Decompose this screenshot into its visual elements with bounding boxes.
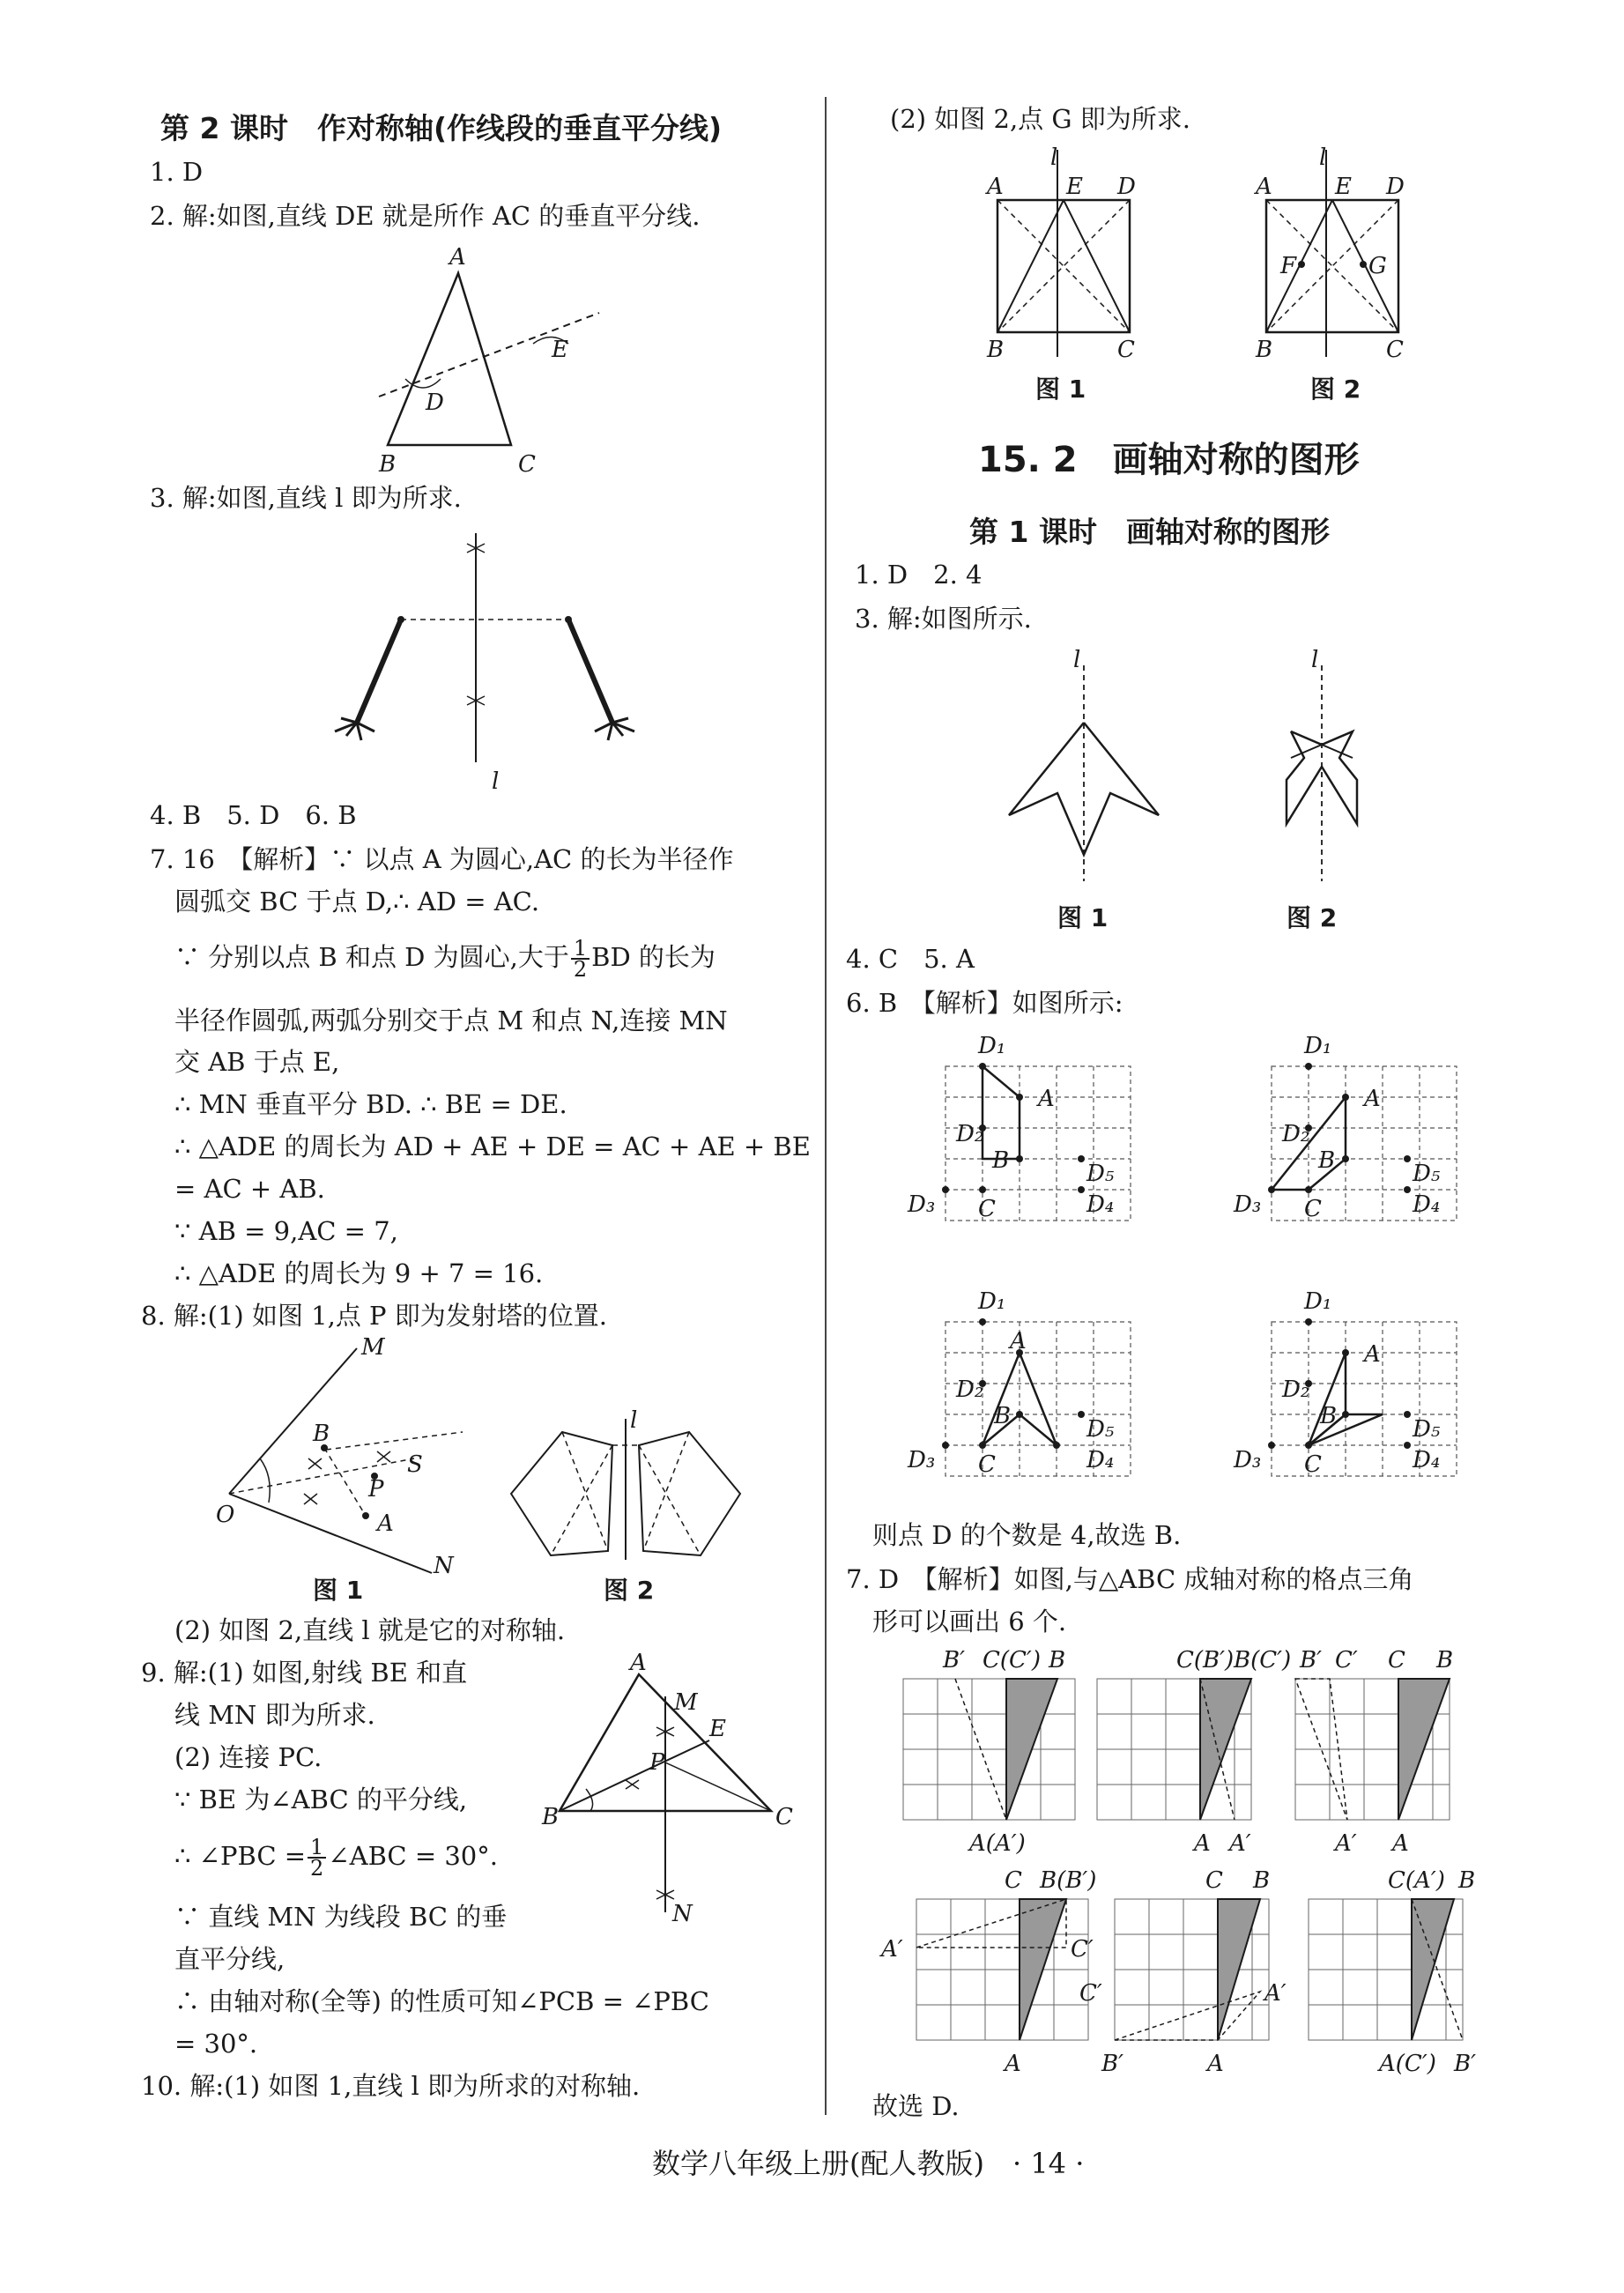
svg-text:G: G — [1368, 253, 1387, 279]
answer-line: (2) 连接 PC. — [174, 1742, 323, 1772]
answer-line: ∴ 由轴对称(全等) 的性质可知∠PCB = ∠PBC — [174, 1986, 709, 2016]
fraction — [308, 1835, 326, 1881]
fraction — [571, 936, 590, 982]
svg-text:B: B — [542, 1804, 560, 1830]
svg-text:C′: C′ — [1071, 1936, 1094, 1963]
answer-line-fraction — [174, 936, 716, 982]
svg-text:l: l — [1050, 145, 1058, 171]
svg-text:D: D — [1386, 174, 1405, 200]
svg-text:C: C — [1388, 1647, 1405, 1673]
two-branches-axis-figure — [317, 524, 687, 798]
svg-text:D₂: D₂ — [956, 1121, 984, 1147]
lesson-heading-left: 第 2 课时 作对称轴(作线段的垂直平分线) — [160, 111, 723, 145]
arrow-symmetric-figure-2 — [1251, 648, 1427, 886]
svg-text:D: D — [1117, 174, 1136, 200]
svg-text:F: F — [1280, 253, 1297, 279]
answer-line: 则点 D 的个数是 4,故选 B. — [872, 1520, 1182, 1550]
figure-caption: 图 2 — [1287, 903, 1338, 932]
svg-text:D₃: D₃ — [1234, 1447, 1262, 1473]
answer-line: 线 MN 即为所求. — [174, 1700, 375, 1730]
triangle-perpendicular-bisector-figure — [352, 244, 634, 478]
page-footer: 数学八年级上册(配人教版) · 14 · — [652, 2147, 1085, 2180]
svg-text:C: C — [1205, 1867, 1223, 1894]
answer-line-fraction — [174, 1835, 498, 1881]
answer-line: ∵ BE 为∠ABC 的平分线, — [174, 1785, 468, 1814]
svg-text:E: E — [552, 337, 568, 363]
answer-line: ∵ AB = 9,AC = 7, — [174, 1216, 398, 1246]
svg-text:B: B — [313, 1421, 330, 1447]
svg-text:B: B — [1320, 1403, 1338, 1429]
svg-text:B′: B′ — [1101, 2051, 1124, 2077]
answer-line: 形可以画出 6 个. — [872, 1607, 1067, 1636]
svg-text:B: B — [994, 1403, 1012, 1429]
svg-text:l: l — [492, 768, 500, 795]
svg-text:C: C — [1386, 337, 1404, 363]
svg-text:B: B — [1318, 1147, 1336, 1174]
answer-line: 4. C 5. A — [846, 944, 975, 974]
fraction-denominator: 2 — [310, 1856, 324, 1881]
svg-text:M: M — [674, 1689, 698, 1716]
answer-line: 8. 解:(1) 如图 1,点 P 即为发射塔的位置. — [141, 1301, 608, 1331]
fraction-prefix: ∵ 分别以点 B 和点 D 为圆心,大于 — [174, 942, 569, 972]
axis-triangle-figure-5 — [1079, 1867, 1304, 2080]
answer-line: 7. 16 【解析】∵ 以点 A 为圆心,AC 的长为半径作 — [150, 844, 734, 874]
figure-caption: 图 1 — [1057, 903, 1109, 932]
grid-points-figure-3 — [906, 1282, 1144, 1503]
svg-text:B: B — [987, 337, 1005, 363]
angle-tower-figure — [211, 1335, 502, 1577]
axis-triangle-figure-1 — [899, 1648, 1084, 1859]
svg-text:P: P — [368, 1476, 384, 1503]
svg-text:D₃: D₃ — [1234, 1191, 1262, 1218]
svg-text:D₅: D₅ — [1086, 1416, 1115, 1443]
lesson-heading-right: 第 1 课时 画轴对称的图形 — [969, 515, 1330, 549]
fraction-numerator: 1 — [571, 939, 590, 960]
square-axis-figure-2 — [1247, 145, 1423, 370]
answer-line: 3. 解:如图,直线 l 即为所求. — [150, 483, 462, 513]
svg-text:D₄: D₄ — [1413, 1191, 1441, 1218]
answer-line: 6. B 【解析】如图所示: — [846, 988, 1123, 1018]
svg-text:B′: B′ — [1454, 2051, 1477, 2077]
svg-text:A(A′): A(A′) — [969, 1830, 1026, 1857]
grid-points-figure-1 — [906, 1027, 1144, 1247]
answer-line: (2) 如图 2,直线 l 就是它的对称轴. — [174, 1615, 566, 1645]
svg-text:D₄: D₄ — [1086, 1191, 1115, 1218]
svg-text:A: A — [1010, 1328, 1027, 1354]
svg-text:A: A — [630, 1650, 647, 1676]
svg-text:A′: A′ — [1264, 1980, 1287, 2007]
svg-text:D₅: D₅ — [1413, 1161, 1441, 1187]
arrow-symmetric-figure-1 — [1005, 648, 1181, 886]
answer-line: = AC + AB. — [174, 1174, 325, 1204]
svg-text:O: O — [216, 1502, 235, 1528]
svg-text:A: A — [1038, 1086, 1055, 1112]
svg-text:D₃: D₃ — [908, 1447, 936, 1473]
fraction-suffix: ∠ABC = 30°. — [328, 1841, 498, 1871]
fraction-denominator: 2 — [573, 957, 588, 982]
svg-text:C: C — [1304, 1196, 1322, 1222]
angle-bisector-figure — [542, 1650, 806, 1930]
answer-line: 圆弧交 BC 于点 D,∴ AD = AC. — [174, 887, 540, 916]
answer-line: = 30°. — [174, 2029, 258, 2059]
svg-text:D₁: D₁ — [1304, 1033, 1332, 1059]
svg-text:D₃: D₃ — [908, 1191, 936, 1218]
svg-text:C: C — [518, 451, 536, 478]
square-axis-figure-1 — [978, 145, 1154, 370]
svg-text:C′: C′ — [1335, 1647, 1358, 1673]
svg-text:l: l — [1311, 647, 1319, 673]
svg-text:S: S — [407, 1451, 423, 1478]
answer-line: 半径作圆弧,两弧分别交于点 M 和点 N,连接 MN — [174, 1006, 728, 1035]
svg-text:C: C — [775, 1804, 793, 1830]
svg-text:A: A — [377, 1510, 394, 1537]
fraction-numerator: 1 — [308, 1837, 326, 1859]
svg-text:B(C′): B(C′) — [1234, 1647, 1292, 1673]
grid-points-figure-4 — [1232, 1282, 1470, 1503]
svg-text:A: A — [1194, 1830, 1211, 1857]
svg-text:A(C′): A(C′) — [1379, 2051, 1436, 2077]
svg-text:B′: B′ — [943, 1647, 966, 1673]
svg-text:B: B — [1253, 1867, 1271, 1894]
figure-caption: 图 2 — [1310, 375, 1361, 404]
svg-text:B: B — [1256, 337, 1273, 363]
figure-caption: 图 2 — [604, 1576, 655, 1605]
svg-text:D₄: D₄ — [1413, 1447, 1441, 1473]
svg-text:B: B — [1458, 1867, 1476, 1894]
svg-text:N: N — [672, 1901, 693, 1927]
axis-triangle-figure-3 — [1291, 1648, 1476, 1859]
svg-text:B: B — [379, 451, 397, 478]
svg-text:A: A — [987, 174, 1004, 200]
svg-text:B: B — [1436, 1647, 1454, 1673]
section-title: 15. 2 画轴对称的图形 — [978, 440, 1360, 480]
svg-text:A: A — [1364, 1086, 1381, 1112]
answer-line: ∴ MN 垂直平分 BD. ∴ BE = DE. — [174, 1089, 567, 1119]
grid-points-figure-2 — [1232, 1027, 1470, 1247]
svg-text:A: A — [1364, 1341, 1381, 1368]
fraction-prefix: ∴ ∠PBC = — [174, 1841, 307, 1871]
svg-text:B(B′): B(B′) — [1040, 1867, 1097, 1894]
svg-text:C: C — [1005, 1867, 1022, 1894]
answer-line: 2. 解:如图,直线 DE 就是所作 AC 的垂直平分线. — [150, 201, 701, 231]
folded-paper-figure — [502, 1407, 749, 1564]
svg-text:C: C — [1304, 1451, 1322, 1478]
answer-line: 交 AB 于点 E, — [174, 1047, 340, 1077]
svg-text:B: B — [1049, 1647, 1066, 1673]
figure-caption: 图 1 — [313, 1576, 364, 1605]
answer-line: (2) 如图 2,点 G 即为所求. — [890, 104, 1191, 134]
svg-text:D₁: D₁ — [978, 1288, 1006, 1315]
svg-text:B′: B′ — [1300, 1647, 1323, 1673]
svg-text:E: E — [709, 1716, 726, 1742]
svg-text:A: A — [1392, 1830, 1409, 1857]
svg-text:D₁: D₁ — [978, 1033, 1006, 1059]
svg-text:C′: C′ — [1079, 1980, 1102, 2007]
svg-text:l: l — [1073, 647, 1081, 673]
svg-text:C(A′): C(A′) — [1388, 1867, 1445, 1894]
answer-line: ∴ △ADE 的周长为 AD + AE + DE = AC + AE + BE — [174, 1132, 811, 1161]
svg-text:A′: A′ — [1335, 1830, 1357, 1857]
column-divider — [825, 97, 827, 2115]
svg-text:M: M — [361, 1334, 385, 1361]
svg-text:A: A — [449, 244, 466, 271]
svg-text:A: A — [1256, 174, 1272, 200]
svg-text:C: C — [1117, 337, 1135, 363]
svg-text:C(B′): C(B′) — [1176, 1647, 1235, 1673]
svg-text:D₄: D₄ — [1086, 1447, 1115, 1473]
axis-triangle-figure-4 — [881, 1868, 1101, 2080]
svg-text:A: A — [1005, 2051, 1021, 2077]
figure-caption: 图 1 — [1035, 375, 1086, 404]
fraction-suffix: BD 的长为 — [591, 942, 716, 972]
axis-triangle-figure-2 — [1093, 1647, 1292, 1859]
answer-line: 1. D — [150, 157, 204, 187]
answer-line: ∵ 直线 MN 为线段 BC 的垂 — [174, 1902, 508, 1932]
answer-line: 9. 解:(1) 如图,射线 BE 和直 — [141, 1658, 468, 1688]
svg-text:D₂: D₂ — [1282, 1121, 1310, 1147]
svg-text:D₁: D₁ — [1304, 1288, 1332, 1315]
svg-text:C(C′): C(C′) — [983, 1647, 1041, 1673]
svg-text:E: E — [1335, 174, 1352, 200]
svg-text:N: N — [434, 1553, 454, 1579]
svg-text:A′: A′ — [881, 1936, 903, 1963]
svg-text:A′: A′ — [1229, 1830, 1251, 1857]
svg-text:C: C — [978, 1196, 996, 1222]
svg-text:D₅: D₅ — [1086, 1161, 1115, 1187]
svg-text:A: A — [1207, 2051, 1224, 2077]
answer-line: 故选 D. — [872, 2091, 960, 2121]
answer-line: 1. D 2. 4 — [855, 560, 983, 590]
svg-text:B: B — [992, 1147, 1010, 1174]
svg-text:D₂: D₂ — [1282, 1377, 1310, 1403]
answer-line: 直平分线, — [174, 1944, 285, 1974]
answer-line: 7. D 【解析】如图,与△ABC 成轴对称的格点三角 — [846, 1564, 1414, 1594]
axis-triangle-figure-6 — [1304, 1868, 1507, 2080]
svg-text:D₂: D₂ — [956, 1377, 984, 1403]
answer-line: 10. 解:(1) 如图 1,直线 l 即为所求的对称轴. — [141, 2071, 641, 2101]
answer-line: 4. B 5. D 6. B — [150, 800, 357, 830]
svg-text:l: l — [630, 1407, 638, 1434]
svg-text:P: P — [649, 1749, 665, 1776]
svg-text:E: E — [1066, 174, 1083, 200]
svg-text:D₅: D₅ — [1413, 1416, 1441, 1443]
svg-text:l: l — [1319, 145, 1327, 171]
svg-text:C: C — [978, 1451, 996, 1478]
answer-line: 3. 解:如图所示. — [855, 604, 1032, 634]
answer-line: ∴ △ADE 的周长为 9 + 7 = 16. — [174, 1258, 544, 1288]
svg-text:D: D — [426, 390, 444, 416]
